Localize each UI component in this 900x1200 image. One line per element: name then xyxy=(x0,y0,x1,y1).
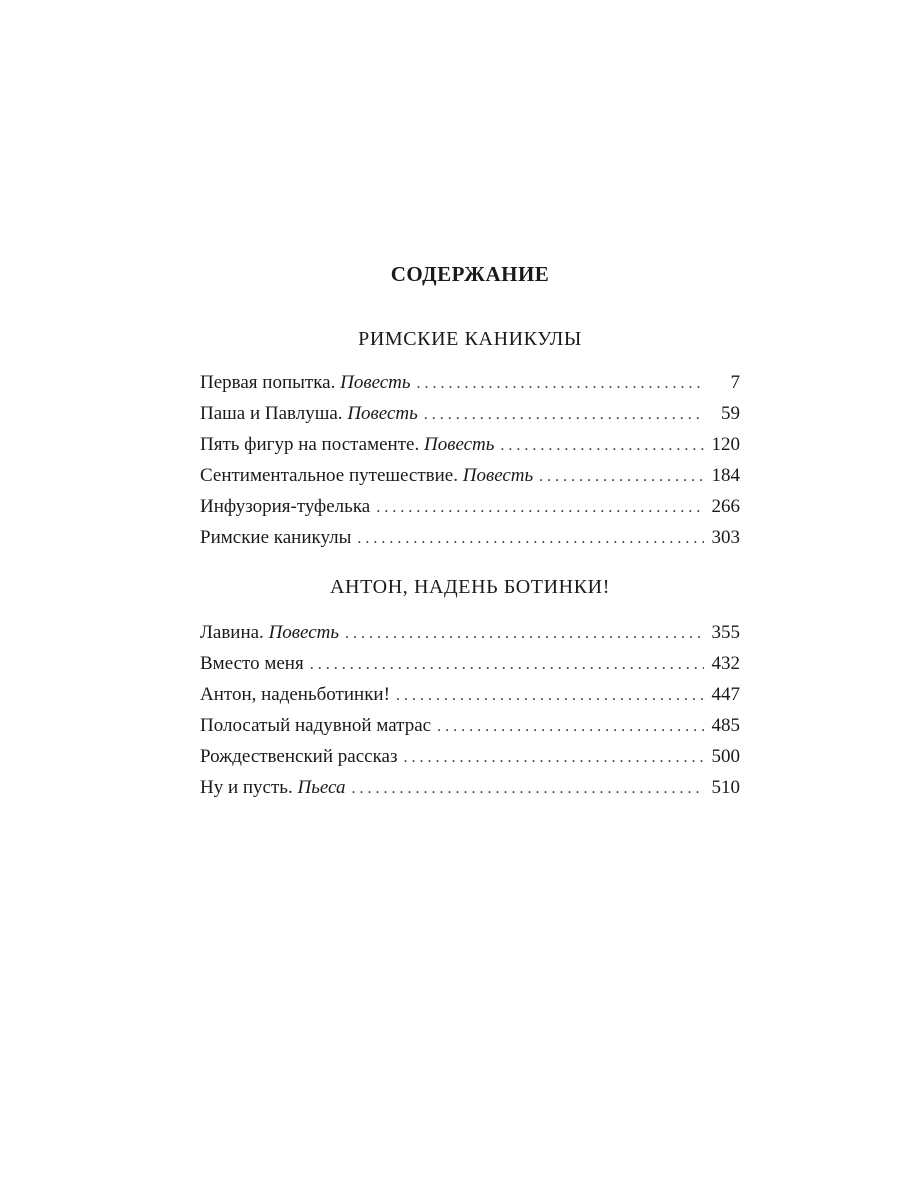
toc-entry[interactable] xyxy=(200,679,740,710)
entry-genre: Повесть xyxy=(462,465,534,486)
dot-leader xyxy=(345,618,704,649)
entry-page-number: 184 xyxy=(711,465,740,486)
section-entries-anton-put-on-boots xyxy=(200,617,740,803)
entry-title-wrap xyxy=(200,429,500,460)
entry-page-number: 120 xyxy=(711,434,740,455)
entry-title-wrap xyxy=(200,491,376,522)
entry-title-wrap xyxy=(200,367,417,398)
entry-page-number: 432 xyxy=(711,653,740,674)
entry-page-number: 447 xyxy=(711,684,740,705)
entry-title: Паша и Павлуша. xyxy=(200,403,343,424)
section-title-anton-put-on-boots: АНТОН, НАДЕНЬ БОТИНКИ! xyxy=(330,576,610,598)
entry-page-number: 355 xyxy=(711,622,740,643)
entry-genre: Повесть xyxy=(268,622,340,643)
toc-entry[interactable] xyxy=(200,491,740,522)
entry-title-wrap xyxy=(200,398,424,429)
toc-entry[interactable] xyxy=(200,741,740,772)
entry-title: Вместо меня xyxy=(200,653,304,674)
entry-title: Пять фигур на постаменте. xyxy=(200,434,420,455)
toc-entry[interactable] xyxy=(200,522,740,553)
dot-leader xyxy=(539,461,704,492)
toc-entry[interactable] xyxy=(200,710,740,741)
dot-leader xyxy=(500,430,704,461)
toc-entry[interactable] xyxy=(200,617,740,648)
dot-leader xyxy=(424,399,704,430)
dot-leader xyxy=(417,368,704,399)
entry-genre: Повесть xyxy=(340,372,411,393)
entry-title: Рождественский рассказ xyxy=(200,746,398,767)
entry-page-number: 7 xyxy=(730,372,740,393)
entry-title: Сентиментальное путешествие. xyxy=(200,465,458,486)
entry-genre: Повесть xyxy=(347,403,418,424)
entry-title: Ну и пусть. xyxy=(200,777,293,798)
toc-entry[interactable] xyxy=(200,460,740,491)
page-title: СОДЕРЖАНИЕ xyxy=(390,262,550,286)
entry-page-number: 485 xyxy=(711,715,740,736)
entry-page-number: 510 xyxy=(711,777,740,798)
entry-title-wrap xyxy=(200,741,403,772)
entry-page-number: 266 xyxy=(711,496,740,517)
dot-leader xyxy=(310,649,704,680)
entry-title-wrap xyxy=(200,648,310,679)
entry-title-wrap xyxy=(200,617,345,648)
entry-genre: Пьеса xyxy=(297,777,346,798)
entry-title: Антон, наденьботинки! xyxy=(200,684,390,705)
entry-title: Римские каникулы xyxy=(200,527,352,548)
toc-entry[interactable] xyxy=(200,398,740,429)
toc-entry[interactable] xyxy=(200,648,740,679)
section-entries-roman-holidays xyxy=(200,367,740,553)
entry-page-number: 500 xyxy=(711,746,740,767)
entry-title: Инфузория-туфелька xyxy=(200,496,371,517)
entry-page-number: 59 xyxy=(721,403,740,424)
dot-leader xyxy=(403,742,704,773)
toc-entry[interactable] xyxy=(200,429,740,460)
entry-title-wrap xyxy=(200,679,396,710)
dot-leader xyxy=(376,492,704,523)
entry-genre: Повесть xyxy=(423,434,495,455)
toc-entry[interactable] xyxy=(200,772,740,803)
entry-title-wrap xyxy=(200,522,357,553)
toc-entry[interactable] xyxy=(200,367,740,398)
dot-leader xyxy=(437,711,704,742)
dot-leader xyxy=(396,680,704,711)
entry-title: Полосатый надувной матрас xyxy=(200,715,432,736)
section-title-roman-holidays: РИМСКИЕ КАНИКУЛЫ xyxy=(358,328,582,350)
entry-title-wrap xyxy=(200,710,437,741)
dot-leader xyxy=(357,523,704,554)
entry-title-wrap xyxy=(200,772,351,803)
entry-title: Первая попытка. xyxy=(200,372,336,393)
entry-title: Лавина. xyxy=(200,622,264,643)
entry-title-wrap xyxy=(200,460,539,491)
entry-page-number: 303 xyxy=(711,527,740,548)
dot-leader xyxy=(351,773,704,804)
